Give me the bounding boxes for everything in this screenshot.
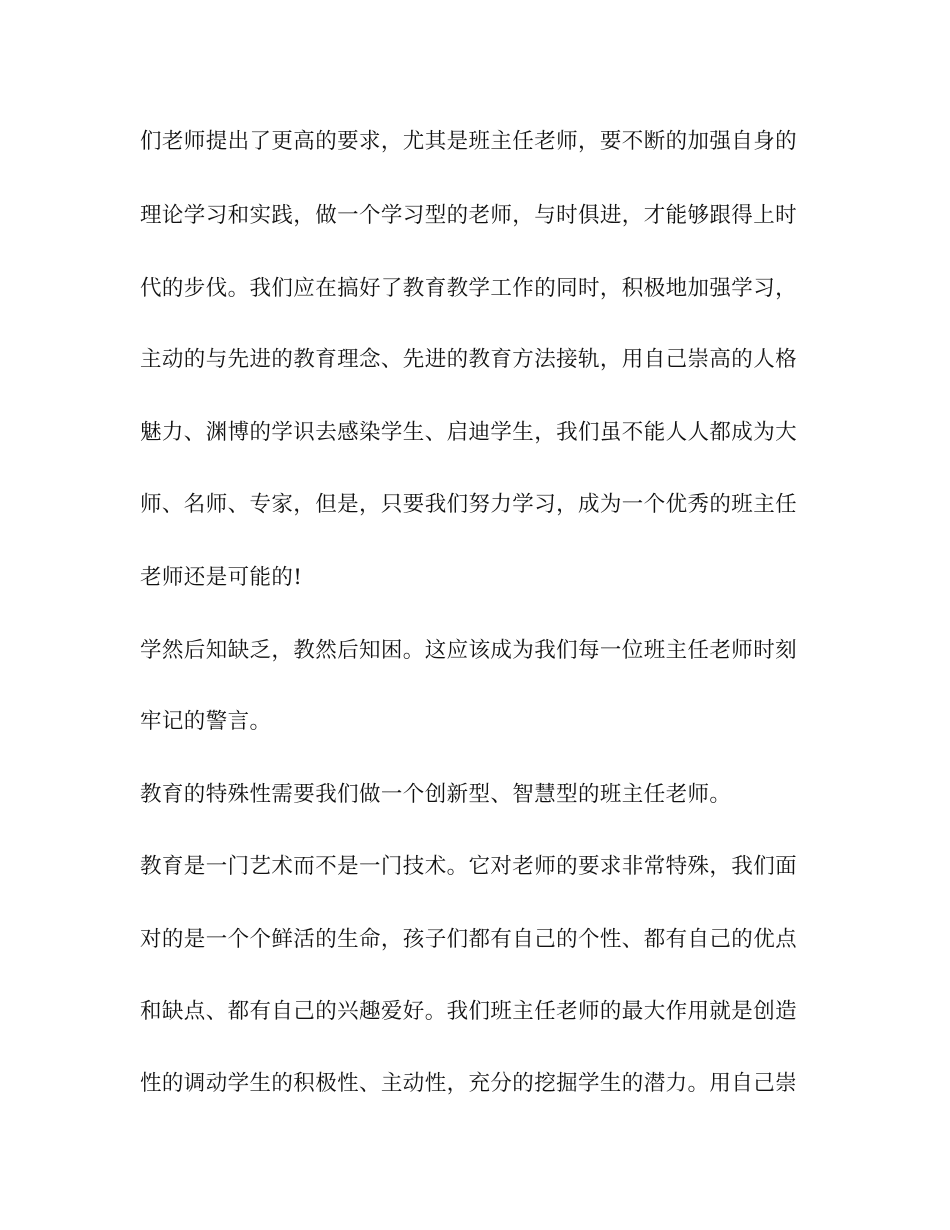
text-line: 对的是一个个鲜活的生命，孩子们都有自己的个性、都有自己的优点 — [140, 927, 798, 952]
text-line: 们老师提出了更高的要求，尤其是班主任老师，要不断的加强自身的 — [140, 129, 798, 154]
text-line: 理论学习和实践，做一个学习型的老师，与时俱进，才能够跟得上时 — [140, 203, 798, 228]
text-line: 教育是一门艺术而不是一门技术。它对老师的要求非常特殊，我们面 — [140, 854, 798, 879]
text-line: 师、名师、专家，但是，只要我们努力学习，成为一个优秀的班主任 — [140, 492, 798, 517]
text-line: 教育的特殊性需要我们做一个创新型、智慧型的班主任老师。 — [140, 782, 732, 807]
text-line: 老师还是可能的! — [140, 565, 303, 590]
text-line: 性的调动学生的积极性、主动性，充分的挖掘学生的潜力。用自己崇 — [140, 1071, 798, 1096]
text-line: 学然后知缺乏，教然后知困。这应该成为我们每一位班主任老师时刻 — [140, 638, 798, 663]
text-line: 和缺点、都有自己的兴趣爱好。我们班主任老师的最大作用就是创造 — [140, 999, 798, 1024]
text-line: 主动的与先进的教育理念、先进的教育方法接轨，用自己崇高的人格 — [140, 347, 798, 372]
text-line: 魅力、渊博的学识去感染学生、启迪学生，我们虽不能人人都成为大 — [140, 420, 798, 445]
text-line: 牢记的警言。 — [140, 709, 272, 734]
text-line: 代的步伐。我们应在搞好了教育教学工作的同时，积极地加强学习， — [140, 276, 798, 301]
